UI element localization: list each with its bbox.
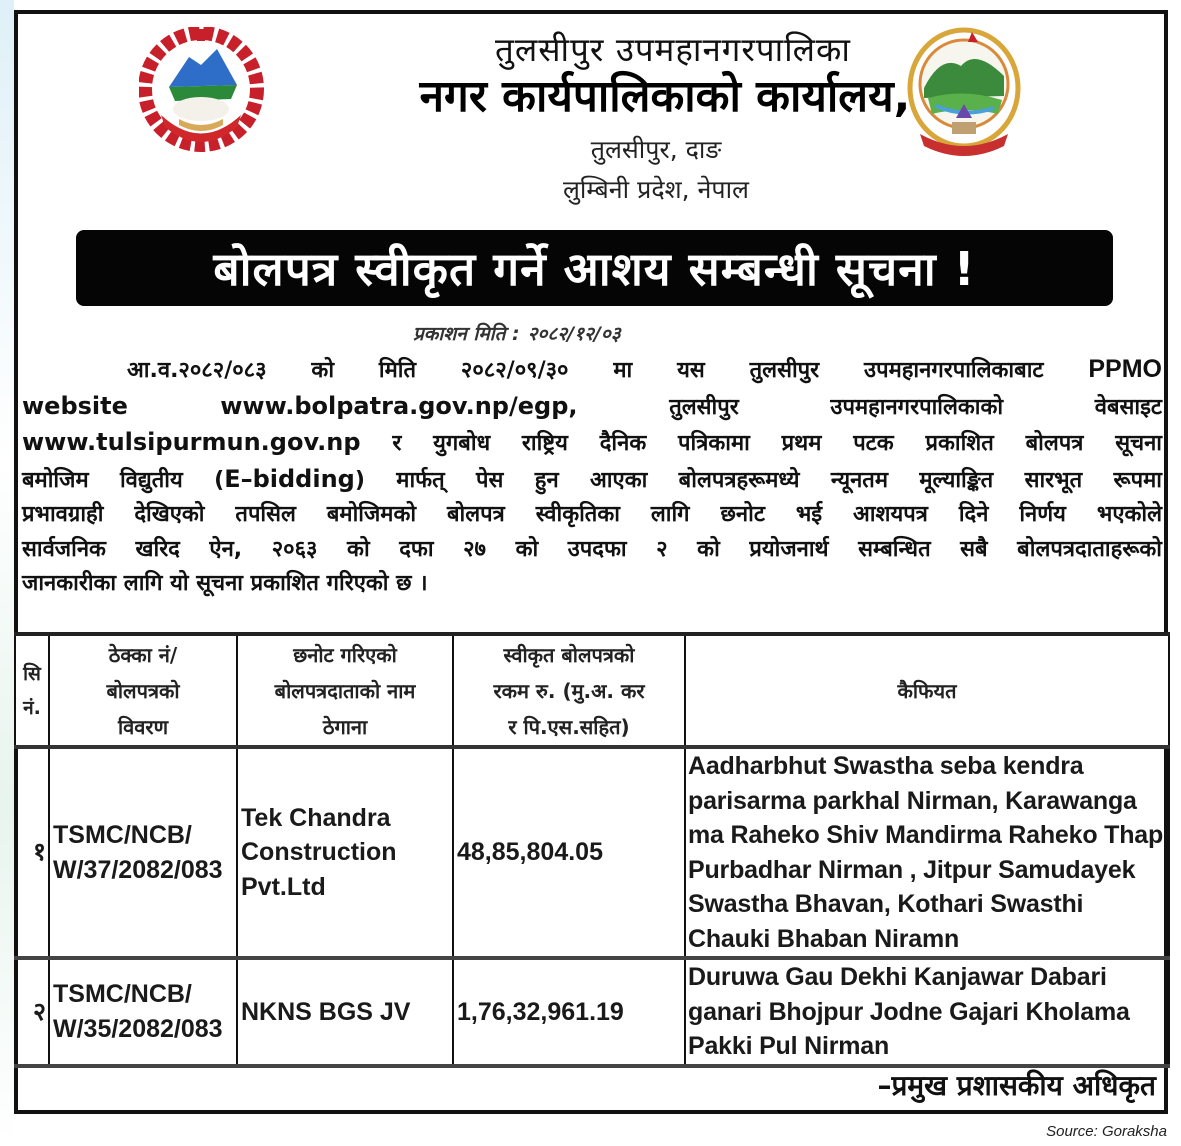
body-line-4: बमोजिम विद्युतीय (E–bidding) मार्फत् पेस हुन आएका बोलपत्रहरूमध्ये न्यूनतम मूल्याङ्कित सारभूत रूपमा bbox=[22, 464, 1162, 493]
remarks-cell: Aadharbhut Swastha seba kendra parisarma parkhal Nirman, Karawanga ma Raheko Shiv Mandirma Raheko Thap Purbadhar Nirman , Jitpur Samudayek Swastha Bhavan, Kothari Swasthi Chauki Bhaban Niramn bbox=[685, 747, 1169, 958]
table-header-row bbox=[15, 634, 1169, 747]
serial-cell: २ bbox=[15, 958, 49, 1066]
province-address: लुम्बिनी प्रदेश, नेपाल bbox=[562, 175, 750, 204]
col-header-contract-no: ठेक्का नं/ बोलपत्रको विवरण bbox=[49, 634, 237, 747]
body-line-6: सार्वजनिक खरिद ऐन, २०६३ को दफा २७ को उपदफा २ को प्रयोजनार्थ सम्बन्धित सबै बोलपत्रदाताहरूको bbox=[22, 536, 1162, 562]
notice-frame bbox=[14, 10, 1168, 1114]
source-credit: Source: Goraksha bbox=[1046, 1123, 1167, 1140]
body-line-2: website www.bolpatra.gov.np/egp, तुलसीपुर उपमहानगरपालिकाको वेबसाइट bbox=[22, 391, 1162, 420]
col-header-remarks: कैफियत bbox=[685, 634, 1169, 747]
body-line-3: www.tulsipurmun.gov.np र युगबोध राष्ट्रिय दैनिक पत्रिकामा प्रथम पटक प्रकाशित बोलपत्र सूचना bbox=[22, 428, 1162, 456]
publication-date-label: प्रकाशन मिति : bbox=[413, 323, 520, 345]
col-header-serial: सि नं. bbox=[15, 634, 49, 747]
col-header-bidder: छनोट गरिएको बोलपत्रदाताको नाम ठेगाना bbox=[237, 634, 453, 747]
publication-date bbox=[413, 320, 621, 346]
watermark-strip bbox=[0, 0, 14, 1146]
e-bidding-text: E–bidding bbox=[224, 464, 355, 493]
body-line-7: जानकारीका लागि यो सूचना प्रकाशित गरिएको छ । bbox=[22, 571, 428, 596]
bid-acceptance-table bbox=[14, 632, 1170, 1068]
contract-no-cell: TSMC/NCB/ W/35/2082/083 bbox=[49, 958, 237, 1066]
table-row bbox=[15, 958, 1169, 1066]
body-line-5: प्रभावग्राही देखिएको तपसिल बमोजिमको बोलपत्र स्वीकृतिका लागि छनोट भई आशयपत्र दिने निर्णय भएकोले bbox=[22, 502, 1162, 527]
remarks-cell: Duruwa Gau Dekhi Kanjawar Dabari ganari Bhojpur Jodne Gajari Kholama Pakki Pul Nirman bbox=[685, 958, 1169, 1066]
tulsipur-website-link[interactable]: www.tulsipurmun.gov.np bbox=[22, 428, 361, 456]
office-name: नगर कार्यपालिकाको कार्यालय, bbox=[419, 71, 911, 122]
col-header-amount: स्वीकृत बोलपत्रको रकम रु. (मु.अ. कर र पि.एस.सहित) bbox=[453, 634, 685, 747]
publication-date-value: २०८२/१२/०३ bbox=[527, 323, 621, 345]
body-line-1: आ.व.२०८२/०८३ को मिति २०८२/०९/३० मा यस तुलसीपुर उपमहानगरपालिकाबाट PPMO bbox=[127, 355, 1162, 383]
table-row bbox=[15, 747, 1169, 958]
notice-header bbox=[18, 14, 1164, 224]
notice-body bbox=[22, 352, 1162, 602]
organization-name: तुलसीपुर उपमहानगरपालिका bbox=[495, 30, 851, 69]
bolpatra-website-link[interactable]: website www.bolpatra.gov.np/egp, bbox=[22, 391, 578, 420]
notice-title: बोलपत्र स्वीकृत गर्ने आशय सम्बन्धी सूचना ! bbox=[213, 242, 976, 296]
amount-cell: 48,85,804.05 bbox=[453, 747, 685, 958]
city-address: तुलसीपुर, दाङ bbox=[590, 135, 722, 164]
contract-no-cell: TSMC/NCB/ W/37/2082/083 bbox=[49, 747, 237, 958]
bidder-cell: Tek Chandra Construction Pvt.Ltd bbox=[237, 747, 453, 958]
signatory: –प्रमुख प्रशासकीय अधिकृत bbox=[877, 1069, 1156, 1102]
bidder-cell: NKNS BGS JV bbox=[237, 958, 453, 1066]
amount-cell: 1,76,32,961.19 bbox=[453, 958, 685, 1066]
municipality-logo-icon bbox=[906, 26, 1022, 166]
notice-title-banner bbox=[76, 230, 1113, 306]
serial-cell: १ bbox=[15, 747, 49, 958]
ppmo-text: PPMO bbox=[1088, 355, 1162, 383]
